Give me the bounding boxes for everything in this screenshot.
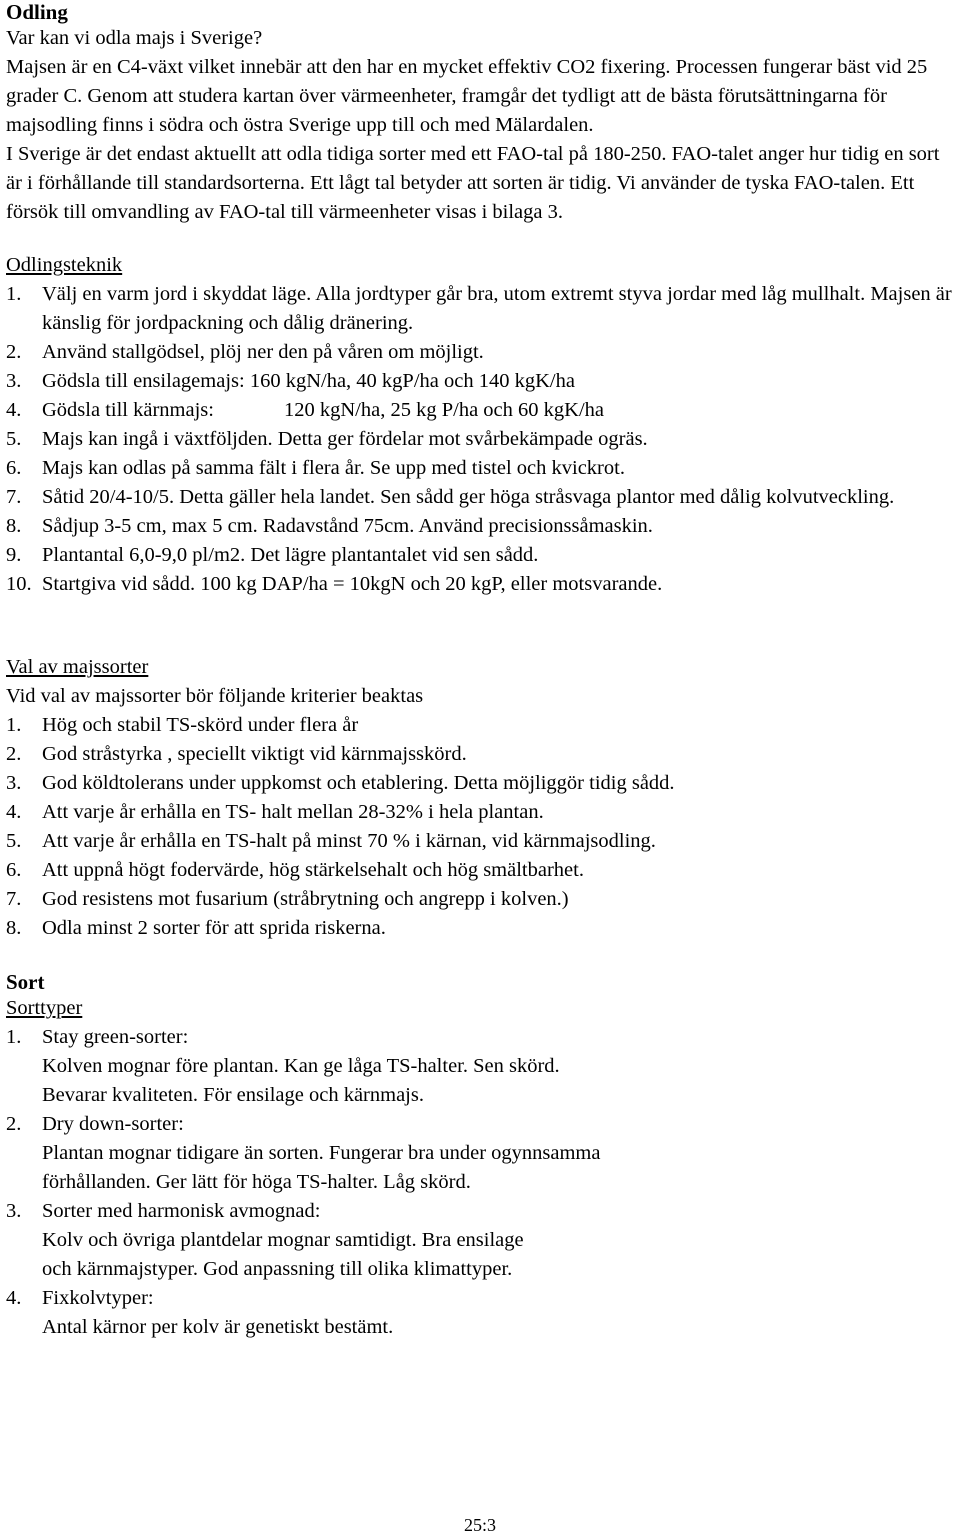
list-item: 5. Att varje år erhålla en TS-halt på minst 70 % i kärnan, vid kärnmajsodling. xyxy=(6,830,656,852)
spacer xyxy=(6,599,956,653)
heading-val-av-majssorter: Val av majssorter xyxy=(6,656,149,678)
page-number: 25:3 xyxy=(463,1515,496,1535)
list-item: 1. Stay green-sorter: Kolven mognar före plantan. Kan ge låga TS-halter. Sen skörd. Bevarar kvaliteten. För ensilage och kärnmajs. xyxy=(6,1026,560,1106)
paragraph-intro: Majsen är en C4-växt vilket innebär att den har en mycket effektiv CO2 fixering. Processen fungerar bäst vid 25 grader C. Genom att studera kartan över värmeenheter, framgår det tydligt att de bästa förutsättningarna för majsodling finns i södra och östra Sverige upp till och med Mälardalen. xyxy=(6,56,928,136)
list-item: 2. God stråstyrka , speciellt viktigt vid kärnmajsskörd. xyxy=(6,743,467,765)
section-title-odling: Odling xyxy=(6,0,68,24)
list-item: 2. Använd stallgödsel, plöj ner den på våren om möjligt. xyxy=(6,341,484,363)
heading-odlingsteknik: Odlingsteknik xyxy=(6,254,123,276)
document-page xyxy=(6,0,956,1342)
val-intro: Vid val av majssorter bör följande kriterier beaktas xyxy=(6,685,424,707)
paragraph-fao: I Sverige är det endast aktuellt att odla tidiga sorter med ett FAO-tal på 180-250. FAO-talet anger hur tidig en sort är i förhållande till standardsorterna. Ett lågt tal betyder att sorten är tidig. Vi använder de tyska FAO-talen. Ett försök till omvandling av FAO-tal till värmeenheter visas i bilaga 3. xyxy=(6,143,940,223)
sorttyper-list xyxy=(6,1023,956,1342)
list-item: 2. Dry down-sorter: Plantan mognar tidigare än sorten. Fungerar bra under ogynnsamma förhållanden. Ger lätt för höga TS-halter. Låg skörd. xyxy=(6,1113,601,1193)
list-item: 10. Startgiva vid sådd. 100 kg DAP/ha = 10kgN och 20 kgP, eller motsvarande. xyxy=(6,573,663,595)
list-item: 7. God resistens mot fusarium (stråbrytning och angrepp i kolven.) xyxy=(6,888,569,910)
val-list xyxy=(6,711,956,943)
list-item: 7. Såtid 20/4-10/5. Detta gäller hela landet. Sen sådd ger höga stråsvaga plantor med dålig kolvutveckling. xyxy=(6,486,895,508)
list-item: 8. Sådjup 3-5 cm, max 5 cm. Radavstånd 75cm. Använd precisionssåmaskin. xyxy=(6,515,653,537)
spacer xyxy=(6,943,956,970)
list-item: 4. Fixkolvtyper: Antal kärnor per kolv är genetiskt bestämt. xyxy=(6,1287,394,1338)
list-item: 1. Hög och stabil TS-skörd under flera år xyxy=(6,714,359,736)
list-item: 4. Att varje år erhålla en TS- halt mellan 28-32% i hela plantan. xyxy=(6,801,544,823)
list-item: 6. Att uppnå högt fodervärde, hög stärkelsehalt och hög smältbarhet. xyxy=(6,859,584,881)
section-subtitle: Var kan vi odla majs i Sverige? xyxy=(6,27,263,49)
list-item: 4. Gödsla till kärnmajs: 120 kgN/ha, 25 kg P/ha och 60 kgK/ha xyxy=(6,399,604,421)
list-item: 5. Majs kan ingå i växtföljden. Detta ger fördelar mot svårbekämpade ogräs. xyxy=(6,428,648,450)
list-item: 1. Välj en varm jord i skyddat läge. Alla jordtyper går bra, utom extremt styva jordar med låg mullhalt. Majsen är känslig för jordpackning och dålig dränering. xyxy=(6,283,952,334)
odlingsteknik-list xyxy=(6,280,956,599)
list-item: 9. Plantantal 6,0-9,0 pl/m2. Det lägre plantantalet vid sen sådd. xyxy=(6,544,539,566)
list-item: 3. God köldtolerans under uppkomst och etablering. Detta möjliggör tidig sådd. xyxy=(6,772,675,794)
list-item: 8. Odla minst 2 sorter för att sprida riskerna. xyxy=(6,917,386,939)
spacer xyxy=(6,227,956,251)
section-title-sort: Sort xyxy=(6,970,45,994)
list-item: 3. Sorter med harmonisk avmognad: Kolv och övriga plantdelar mognar samtidigt. Bra ensilage och kärnmajstyper. God anpassning till olika klimattyper. xyxy=(6,1200,524,1280)
heading-sorttyper: Sorttyper xyxy=(6,997,83,1019)
list-item: 3. Gödsla till ensilagemajs: 160 kgN/ha, 40 kgP/ha och 140 kgK/ha xyxy=(6,370,575,392)
list-item: 6. Majs kan odlas på samma fält i flera år. Se upp med tistel och kvickrot. xyxy=(6,457,625,479)
